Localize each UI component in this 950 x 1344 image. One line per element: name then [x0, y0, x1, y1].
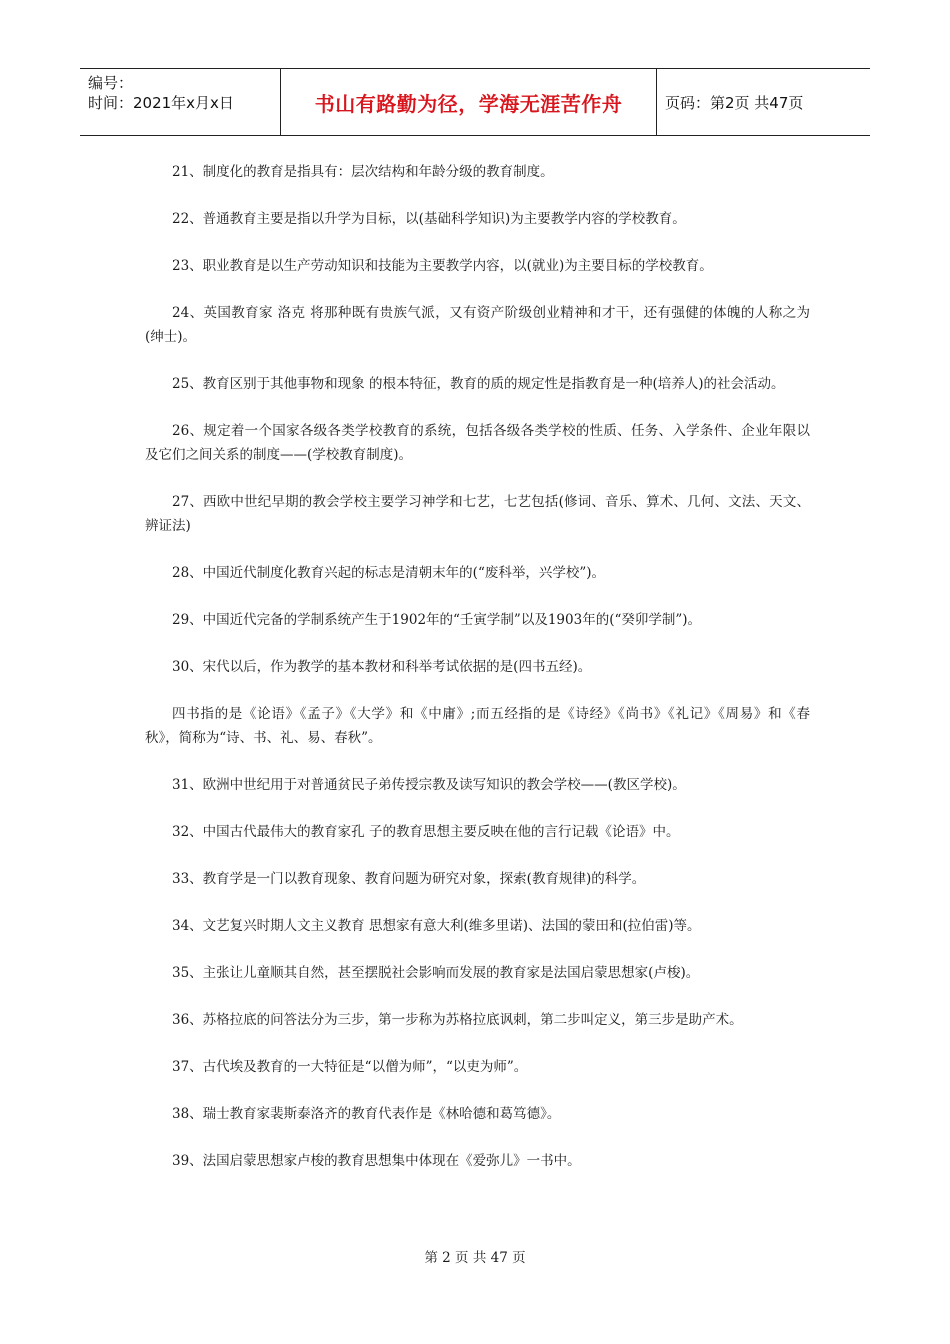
- paragraph-36: 36、苏格拉底的问答法分为三步，第一步称为苏格拉底讽刺，第二步叫定义，第三步是助产术。: [172, 1012, 743, 1028]
- paragraph-30: 30、宋代以后，作为教学的基本教材和科举考试依据的是(四书五经)。: [172, 659, 592, 675]
- page-info-text: 页码：第2页 共47页: [665, 93, 804, 112]
- paragraph-24: 24、英国教育家 洛克 将那种既有贵族气派，又有资产阶级创业精神和才干，还有强健的体魄的人称之为(绅士)。: [145, 305, 810, 345]
- paragraph-33: 33、教育学是一门以教育现象、教育问题为研究对象，探索(教育规律)的科学。: [172, 871, 646, 887]
- motto-text: 书山有路勤为径，学海无涯苦作舟: [314, 91, 623, 116]
- header-meta: [80, 69, 281, 135]
- paragraph-28: 28、中国近代制度化教育兴起的标志是清朝末年的(“废科举，兴学校”)。: [172, 565, 606, 581]
- paragraph-31: 31、欧洲中世纪用于对普通贫民子弟传授宗教及读写知识的教会学校——(教区学校)。: [172, 777, 686, 793]
- paragraph-39: 39、法国启蒙思想家卢梭的教育思想集中体现在《爱弥儿》一书中。: [172, 1153, 581, 1169]
- paragraph-32: 32、中国古代最伟大的教育家孔 子的教育思想主要反映在他的言行记载《论语》中。: [172, 824, 680, 840]
- date-line: 时间：2021年x月x日: [88, 94, 234, 112]
- page-header: [80, 68, 870, 136]
- paragraph-37: 37、古代埃及教育的一大特征是“以僧为师”，“以吏为师”。: [172, 1059, 528, 1075]
- page-footer: [0, 1246, 950, 1266]
- paragraph-21: 21、制度化的教育是指具有：层次结构和年龄分级的教育制度。: [172, 164, 554, 180]
- footer-page-number: 第 2 页 共 47 页: [424, 1250, 526, 1266]
- paragraph-23: 23、职业教育是以生产劳动知识和技能为主要教学内容，以(就业)为主要目标的学校教育。: [172, 258, 713, 274]
- paragraph-34: 34、文艺复兴时期人文主义教育 思想家有意大利(维多里诺)、法国的蒙田和(拉伯雷)等。: [172, 918, 701, 934]
- paragraph-four-books: 四书指的是《论语》《孟子》《大学》和《中庸》;而五经指的是《诗经》《尚书》《礼记》《周易》和《春秋》，简称为“诗、书、礼、易、春秋”。: [145, 706, 810, 746]
- paragraph-22: 22、普通教育主要是指以升学为目标，以(基础科学知识)为主要教学内容的学校教育。: [172, 211, 686, 227]
- number-label: 编号：: [88, 74, 134, 92]
- header-page-info: [657, 69, 870, 135]
- header-motto-cell: [281, 69, 657, 135]
- document-body: [145, 160, 810, 1196]
- paragraph-38: 38、瑞士教育家裴斯泰洛齐的教育代表作是《林哈德和葛笃德》。: [172, 1106, 561, 1122]
- paragraph-35: 35、主张让儿童顺其自然，甚至摆脱社会影响而发展的教育家是法国启蒙思想家(卢梭)。: [172, 965, 700, 981]
- paragraph-29: 29、中国近代完备的学制系统产生于1902年的“壬寅学制”以及1903年的(“癸卯学制”)。: [172, 612, 702, 628]
- paragraph-27: 27、西欧中世纪早期的教会学校主要学习神学和七艺，七艺包括(修词、音乐、算术、几何、文法、天文、辨证法): [145, 494, 810, 534]
- paragraph-25: 25、教育区别于其他事物和现象 的根本特征，教育的质的规定性是指教育是一种(培养人)的社会活动。: [172, 376, 785, 392]
- paragraph-26: 26、规定着一个国家各级各类学校教育的系统，包括各级各类学校的性质、任务、入学条件、企业年限以及它们之间关系的制度——(学校教育制度)。: [145, 423, 810, 463]
